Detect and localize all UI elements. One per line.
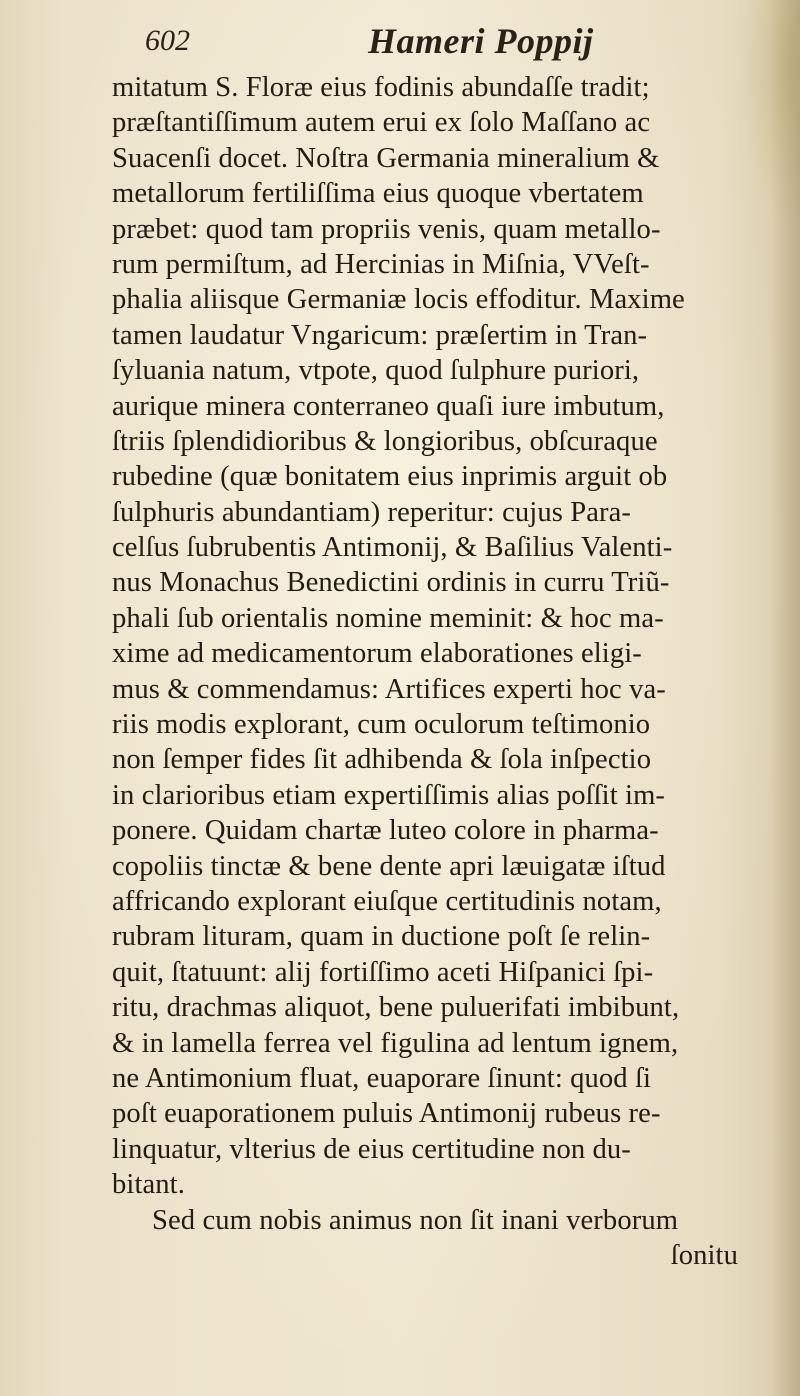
text-line: nus Monachus Benedictini ordinis in curru Triũ- (112, 567, 670, 599)
text-line: ne Antimonium fluat, euaporare ſinunt: quod ſi (112, 1062, 652, 1094)
text-line: ponere. Quidam chartæ luteo colore in pharma- (112, 815, 659, 847)
text-line: xime ad medicamentorum elaborationes eligi- (112, 638, 642, 670)
text-line: poſt euaporationem puluis Antimonij rubeus re- (112, 1098, 661, 1130)
text-line: Suacenſi docet. Noſtra Germania mineralium & (112, 142, 660, 174)
text-line: bitant. (112, 1169, 185, 1201)
text-line: & in lamella ferrea vel figulina ad lentum ignem, (112, 1027, 679, 1059)
text-line: riis modis explorant, cum oculorum teſtimonio (112, 709, 651, 741)
running-head: Hameri Poppij (368, 21, 594, 61)
text-line: celſus ſubrubentis Antimonij, & Baſilius Valenti- (112, 532, 673, 564)
text-line: ſyluania natum, vtpote, quod ſulphure puriori, (112, 355, 640, 387)
text-line: ſulphuris abundantiam) reperitur: cujus Para- (112, 496, 632, 528)
text-line: copoliis tinctæ & bene dente apri læuigatæ iſtud (112, 850, 666, 882)
text-line: præbet: quod tam propriis venis, quam metallo- (112, 213, 661, 245)
text-line: rubram lituram, quam in ductione poſt ſe relin- (112, 921, 651, 953)
text-line: rubedine (quæ bonitatem eius inprimis arguit ob (112, 461, 668, 493)
text-line: aurique minera conterraneo quaſi iure imbutum, (112, 390, 665, 422)
text-line: rum permiſtum, ad Hercinias in Miſnia, VVeſt- (112, 248, 650, 280)
body-text (112, 70, 790, 1273)
page-header (0, 20, 800, 64)
text-line: in clarioribus etiam expertiſſimis alias poſſit im- (112, 779, 666, 811)
catchword: ſonitu (670, 1239, 738, 1271)
text-line: mus & commendamus: Artifices experti hoc va- (112, 673, 666, 705)
text-line: phali ſub orientalis nomine meminit: & hoc ma- (112, 602, 664, 634)
text-line: quit, ſtatuunt: alij fortiſſimo aceti Hiſpanici ſpi- (112, 956, 654, 988)
text-line: ſtriis ſplendidioribus & longioribus, obſcuraque (112, 425, 658, 457)
page-number: 602 (145, 24, 190, 57)
text-line: metallorum fertiliſſima eius quoque vbertatem (112, 178, 644, 210)
text-line: affricando explorant eiuſque certitudinis notam, (112, 885, 662, 917)
text-line: præſtantiſſimum autem erui ex ſolo Maſſano ac (112, 107, 651, 139)
text-line: mitatum S. Floræ eius fodinis abundaſſe tradit; (112, 72, 650, 103)
paragraph-start-line: Sed cum nobis animus non ſit inani verborum (152, 1204, 679, 1236)
text-line: ritu, drachmas aliquot, bene puluerifati imbibunt, (112, 992, 680, 1024)
text-line: linquatur, vlterius de eius certitudine non du- (112, 1133, 631, 1165)
text-line: non ſemper fides ſit adhibenda & ſola inſpectio (112, 744, 652, 776)
text-line: phalia aliisque Germaniæ locis effoditur. Maxime (112, 284, 685, 316)
text-line: tamen laudatur Vngaricum: præſertim in Tran- (112, 319, 648, 351)
